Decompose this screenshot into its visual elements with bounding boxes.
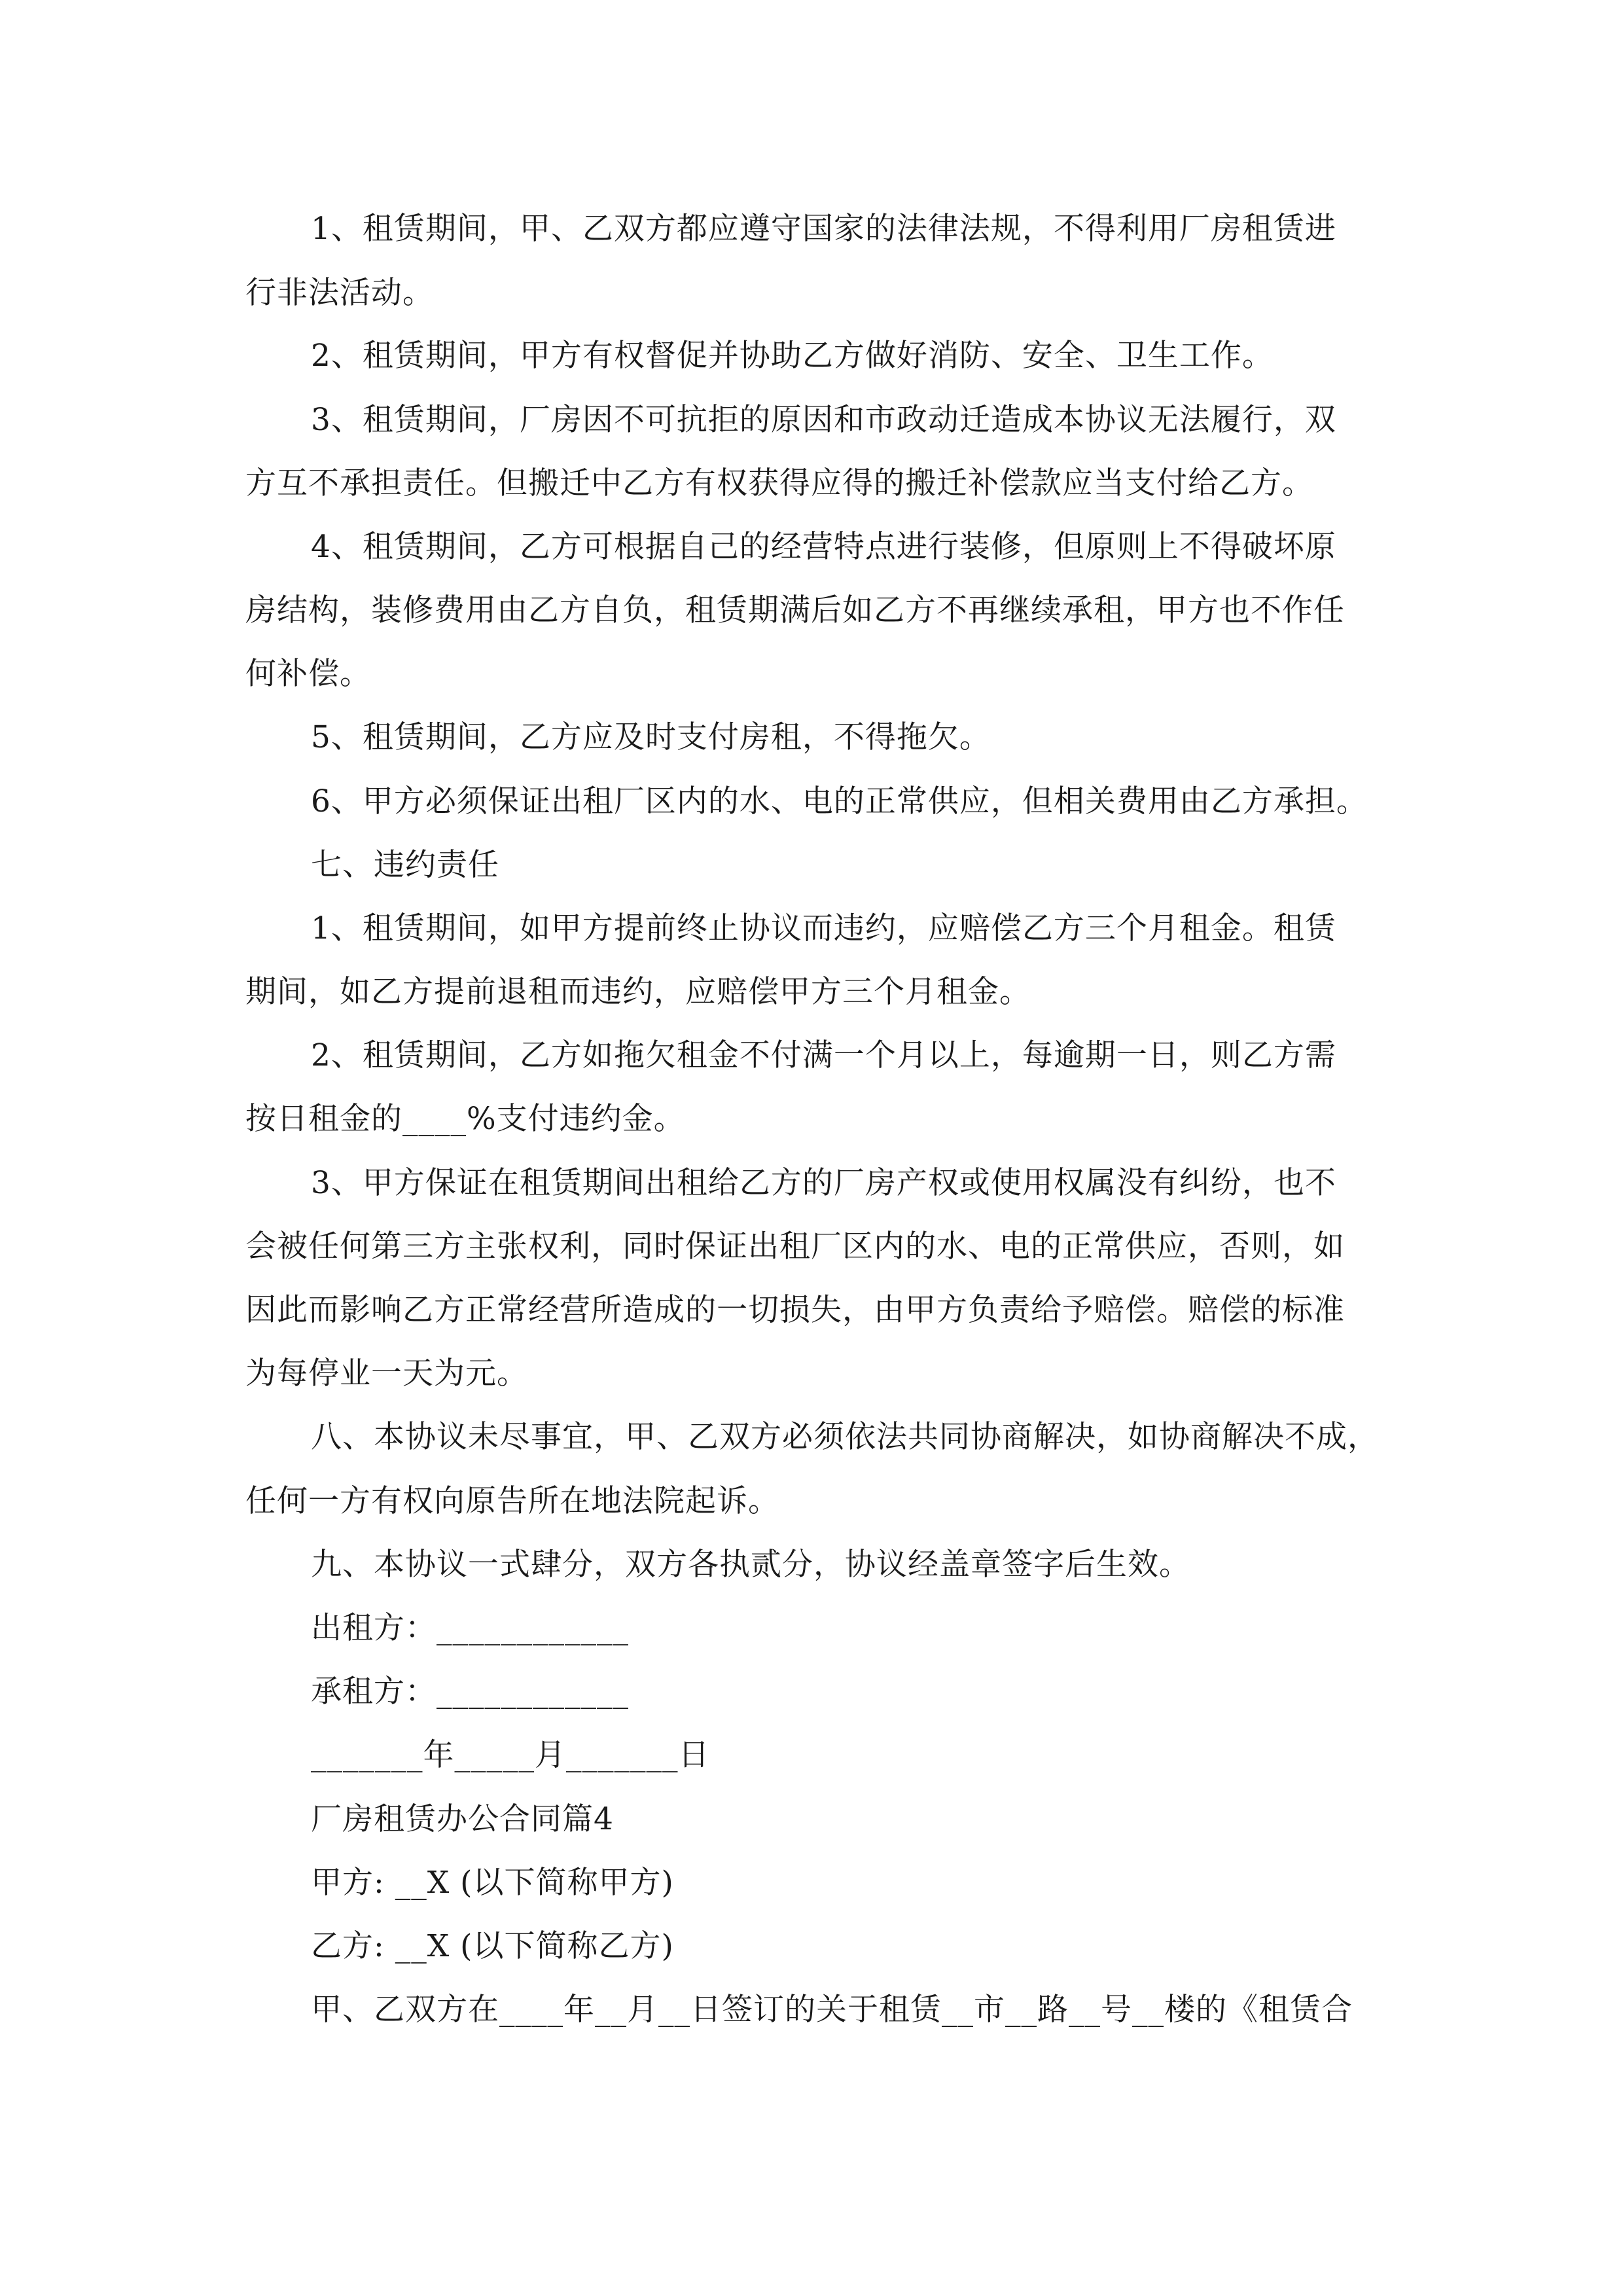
paragraph-line: 5、租赁期间，乙方应及时支付房租，不得拖欠。 [311, 719, 991, 755]
paragraph-line: 行非法活动。 [245, 275, 434, 311]
section-heading: 厂房租赁办公合同篇4 [311, 1801, 614, 1837]
paragraph-line: 期间，如乙方提前退租而违约，应赔偿甲方三个月租金。 [245, 974, 1031, 1010]
paragraph-line: 2、租赁期间，甲方有权督促并协助乙方做好消防、安全、卫生工作。 [311, 338, 1274, 374]
party-a-line: 甲方: __X (以下简称甲方) [311, 1865, 674, 1901]
paragraph-line: 1、租赁期间，如甲方提前终止协议而违约，应赔偿乙方三个月租金。租赁 [311, 910, 1336, 946]
paragraph-line: 房结构，装修费用由乙方自负，租赁期满后如乙方不再继续承租，甲方也不作任 [245, 592, 1345, 628]
paragraph-line: 因此而影响乙方正常经营所造成的一切损失，由甲方负责给予赔偿。赔偿的标准 [245, 1292, 1345, 1328]
paragraph-line: 6、甲方必须保证出租厂区内的水、电的正常供应，但相关费用由乙方承担。 [311, 783, 1368, 819]
paragraph-line: 3、甲方保证在租赁期间出租给乙方的厂房产权或使用权属没有纠纷，也不 [311, 1165, 1336, 1201]
paragraph-line: 九、本协议一式肆分，双方各执贰分，协议经盖章签字后生效。 [311, 1547, 1190, 1583]
signature-lessor-line: 出租方：____________ [311, 1610, 629, 1646]
paragraph-line: 3、租赁期间，厂房因不可抗拒的原因和市政动迁造成本协议无法履行，双 [311, 402, 1336, 438]
paragraph-line: 甲、乙双方在____年__月__日签订的关于租赁__市__路__号__楼的《租赁合 [311, 1992, 1353, 2028]
date-line: _______年_____月_______日 [311, 1737, 710, 1773]
paragraph-line: 会被任何第三方主张权利，同时保证出租厂区内的水、电的正常供应，否则，如 [245, 1229, 1345, 1265]
paragraph-line: 方互不承担责任。但搬迁中乙方有权获得应得的搬迁补偿款应当支付给乙方。 [245, 465, 1313, 501]
paragraph-line: 为每停业一天为元。 [245, 1355, 528, 1391]
paragraph-line: 4、租赁期间，乙方可根据自己的经营特点进行装修，但原则上不得破坏原 [311, 529, 1336, 565]
paragraph-line: 1、租赁期间，甲、乙双方都应遵守国家的法律法规，不得利用厂房租赁进 [311, 211, 1336, 247]
signature-lessee-line: 承租方：____________ [311, 1674, 629, 1710]
paragraph-line: 2、租赁期间，乙方如拖欠租金不付满一个月以上，每逾期一日，则乙方需 [311, 1037, 1336, 1073]
section-heading: 七、违约责任 [311, 847, 499, 883]
paragraph-line: 何补偿。 [245, 656, 371, 692]
party-b-line: 乙方: __X (以下简称乙方) [311, 1928, 674, 1964]
paragraph-line: 任何一方有权向原告所在地法院起诉。 [245, 1483, 779, 1519]
paragraph-line: 八、本协议未尽事宜，甲、乙双方必须依法共同协商解决，如协商解决不成， [311, 1419, 1379, 1455]
paragraph-line: 按日租金的____%支付违约金。 [245, 1101, 685, 1137]
